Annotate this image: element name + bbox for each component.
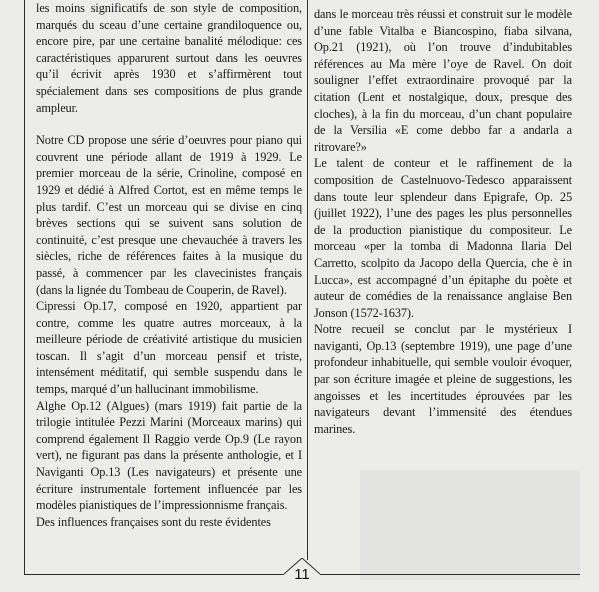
paragraph-cd-overview: Notre CD propose une série d’oeuvres pour piano qui couvrent une période allant de 1919 à 1929. Le premier morceau de la série, Crinoline, composé en 1929 et dédié à Alfred Cortot, est en même temps le plus tardif. C’est un morceau qui se divise en cinq brèves sections qui se suivent sans solution de continuité, c’est presque une chevauchée à travers les siècles, riche de références faites à la musique du passé, à commencer par les clavecinistes français (dans la lignée du Tombeau de Couperin, de Ravel).	[36, 133, 302, 297]
left-text-column	[36, 0, 302, 530]
paragraph-cipressi: Cipressi Op.17, composé en 1920, appartient par contre, comme les quatre autres morceaux, à la meilleure période de créativité artistique du musicien toscan. Il s’agit d’un morceau pensif et triste, intensément méditatif, qui semble suspendu dans le temps, marqué d’un hallucinant immobilisme.	[36, 299, 302, 397]
paragraph-alghe: Alghe Op.12 (Algues) (mars 1919) fait partie de la trilogie intitulée Pezzi Marini (Morceaux marins) qui comprend également Il Raggio verde Op.9 (Le rayon vert), ne figurant pas dans la présente anthologie, et I Naviganti Op.13 (Les navigateurs) et présente une écriture instrumentale fortement influencée par les modèles pianistiques de l’impressionnisme français.	[36, 398, 302, 513]
show-through-area	[360, 470, 580, 580]
paragraph-french-influences: Des influences françaises sont du reste évidentes	[36, 514, 271, 529]
page-number: 11	[294, 566, 310, 583]
bottom-rule-left	[24, 574, 284, 575]
paragraph-naviganti: Notre recueil se conclut par le mystérieux I naviganti, Op.13 (septembre 1919), une page d’une profondeur inhabituelle, qui semble vouloir évoquer, par son écriture imagée et pleine de suggestions, les angoisses et les incertitudes éprouvées par les navigateurs devant l’immensité des étendues marines.	[314, 322, 572, 436]
bottom-rule-right	[320, 574, 580, 575]
right-text-column	[314, 6, 572, 437]
center-divider	[307, 0, 308, 560]
paragraph-vitalba: dans le morceau très réussi et construit sur le modèle d’une fable Vitalba e Biancospino, fiaba silvana, Op.21 (1921), où l’on trouve d’indubitables références au Ma mère l’oye de Ravel. On doit souligner l’effet extraordinaire provoqué par la citation (Lent et nostalgique, doux, presque des cloches), à la fin du morceau, d’un chant populaire de la Versilia «E come debbo far a andarla a ritrovare?»	[314, 7, 572, 154]
paragraph-style-critique: les moins significatifs de son style de composition, marqués du sceau d’une certaine grandiloquence ou, encore pire, par une certaine banalité mélodique: ces caractéristiques apparurent surtout dans les oeuvres qu’il écrivit après 1930 et s’affirmèrent tout spécialement dans ses compositions de plus grande ampleur.	[36, 1, 302, 115]
paragraph-epigrafe: Le talent de conteur et le raffinement de la composition de Castelnuovo-Tedesco apparaissent dans toute leur splendeur dans Epigrafe, Op. 25 (juillet 1922), l’une des pages les plus personnelles de la production pianistique du compositeur. Le morceau «per la tomba di Madonna Ilaria Del Carretto, scolpito da Jacopo della Quercia, che è in Lucca», est accompagné d’un épitaphe du poète et auteur de comédies de la renaissance anglaise Ben Jonson (1572-1637).	[314, 156, 572, 320]
left-border	[24, 0, 25, 574]
